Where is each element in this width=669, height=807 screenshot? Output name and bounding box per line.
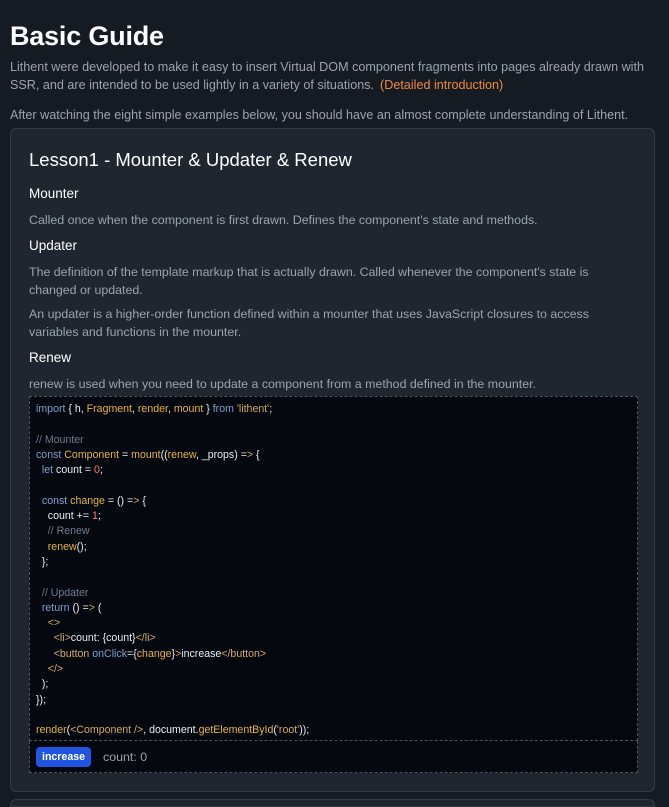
page-title: Basic Guide: [10, 21, 164, 51]
intro-body: Lithent were developed to make it easy to insert Virtual DOM component fragments into pages already drawn with SSR, and are intended to be used lightly in a variety of situations.: [10, 60, 644, 92]
next-lesson-card-edge: [10, 799, 655, 807]
detailed-introduction-link[interactable]: (Detailed introduction): [380, 78, 504, 92]
code-content: import { h, Fragment, render, mount } from 'lithent'; // Mounter const Component = mount((renew, _props) => { let count = 0; const change = () => { count += 1; // Renew renew(); }; // Updater return () => ( <> <li>count: {count}</li> <button onClick={change}>increase</button> </> ); }); render(<Component />, document.getElementById('root'));: [36, 403, 310, 737]
page: [0, 0, 669, 124]
lesson-title: Lesson1 - Mounter & Updater & Renew: [29, 149, 352, 170]
code-block: [29, 396, 638, 741]
section-paragraph: renew is used when you need to update a component from a method defined in the mounter.: [29, 377, 536, 391]
section-heading-renew: Renew: [29, 350, 72, 365]
intro-text-2: After watching the eight simple examples below, you should have an almost complete understanding of Lithent.: [10, 108, 629, 122]
section-paragraph: An updater is a higher-order function defined within a mounter that uses JavaScript closures to access variables and functions in the mounter.: [29, 307, 589, 339]
section-paragraph: The definition of the template markup that is actually drawn. Called whenever the component's state is changed or updated.: [29, 265, 589, 297]
section-paragraph: Called once when the component is first drawn. Defines the component's state and methods.: [29, 213, 538, 227]
section-heading-updater: Updater: [29, 238, 78, 253]
lesson-card: [10, 128, 655, 792]
section-heading-mounter: Mounter: [29, 186, 79, 201]
increase-button[interactable]: increase: [36, 747, 91, 767]
count-display: count: 0: [103, 749, 148, 764]
demo-output: [29, 741, 638, 773]
intro-text: [10, 58, 659, 94]
